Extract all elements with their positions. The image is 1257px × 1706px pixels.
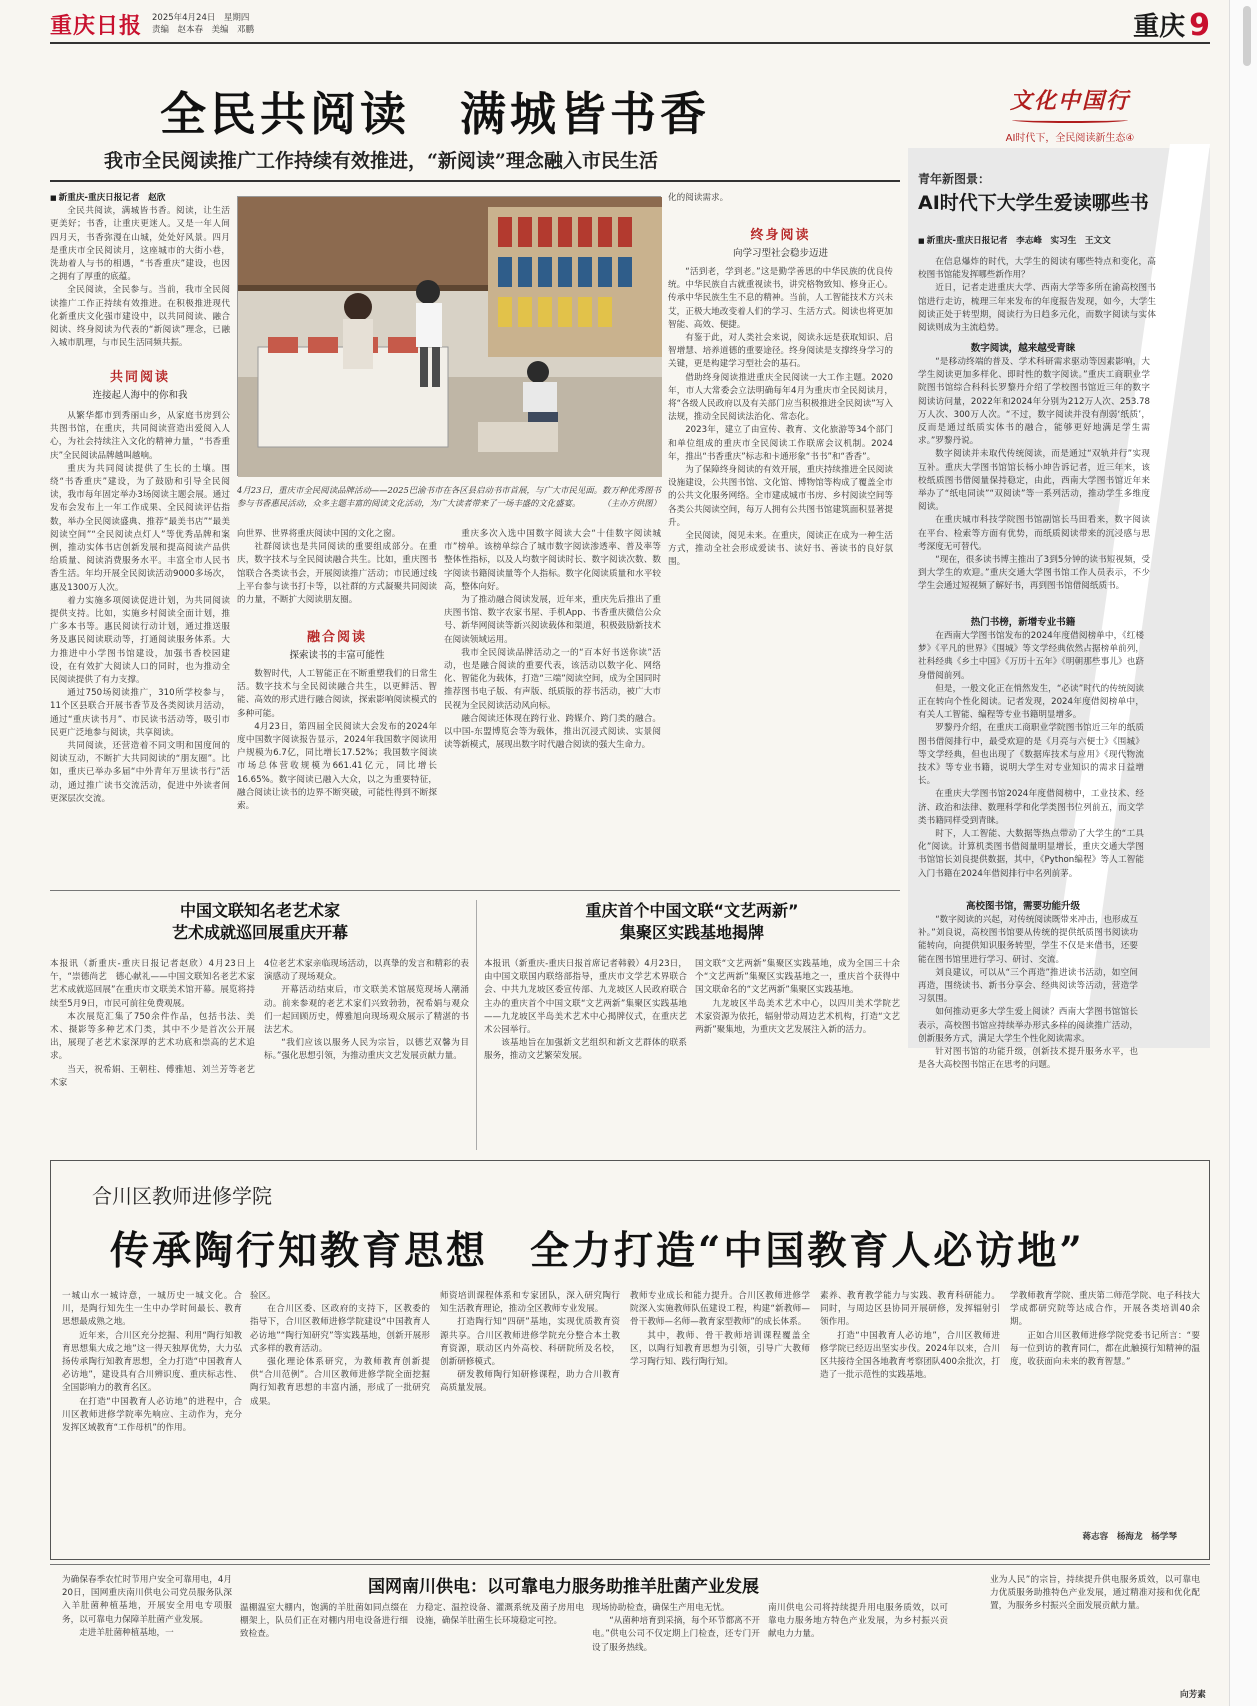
- paragraph: 开幕活动结束后，市文联美术馆展览现场人潮涌动。前来参观的老艺术家们兴致勃勃，祝希娟与观众们一起回顾历史，傅雅旭向现场观众展示了精湛的书法艺术。: [264, 985, 469, 1036]
- paragraph: 国文联“文艺两新”集聚区实践基地，成为全国三十余个“文艺两新”集聚区实践基地之一，重庆首个获得中国文联命名的“文艺两新”集聚区实践基地。: [695, 959, 900, 996]
- sidebar-intro: [918, 256, 1156, 336]
- news-artists-exhibition-headline: [50, 900, 470, 944]
- photo-caption: [237, 484, 661, 509]
- paragraph: 师资培训课程体系和专家团队，深入研究陶行知生活教育理论，推动全区教师专业发展。: [440, 1291, 620, 1315]
- lead-column-3: [444, 528, 661, 880]
- subhead-title: 共同阅读: [109, 370, 170, 385]
- paragraph: 全民阅读，全民参与。当前，我市全民阅读推广工作正持续有效推进。在积极推进现代化新重庆文化强市建设中，以共同阅读、融合阅读、终身阅读为代表的“新阅读”理念，已融入城市肌理，与市民生活同频共振。: [50, 285, 230, 349]
- lead-headline: 全民共阅读 满城皆书香: [160, 87, 710, 141]
- news-art-base-headline: [484, 900, 900, 944]
- column-logo: [1000, 84, 1140, 144]
- paragraph: 近日，记者走进重庆大学、西南大学等多所在渝高校图书馆进行走访，梳理三年来发布的年度报告发现，如今，大学生阅读正处于转型期，阅读行为日趋多元化，而数字阅读与实体阅读则成为主流趋势。: [918, 283, 1156, 334]
- power-story-column-3: [592, 1602, 760, 1686]
- paragraph: 研发教师陶行知研修课程，助力合川教育高质量发展。: [440, 1370, 620, 1394]
- news-art-base-column-2: [695, 958, 900, 1148]
- news-artists-column-1: [50, 958, 255, 1148]
- lead-column-2: [237, 528, 437, 620]
- subhead-fusion-reading: [237, 626, 437, 661]
- paragraph: 在信息爆炸的时代，大学生的阅读有哪些特点和变化，高校图书馆能发挥哪些新作用？: [918, 257, 1156, 281]
- subhead-subtitle: 探索读书的丰富可能性: [289, 650, 385, 661]
- sidebar-section-2: [918, 630, 1144, 892]
- paragraph: 向世界、世界将重庆阅读中国的文化之窗。: [237, 529, 401, 539]
- paragraph: 社群阅读也是共同阅读的重要组成部分。在重庆，数字技术与全民阅读融合共生。比如，重庆图书馆联合各类读书会，开展阅读推广活动；市民通过线上平台参与读书打卡等，以社群的方式凝聚共同阅读的力量，不断扩大阅读朋友圈。: [237, 542, 437, 606]
- lead-column-1: [50, 192, 230, 352]
- paragraph: 本报讯（新重庆-重庆日报首席记者韩毅）4月23日，由中国文联国内联络部指导，重庆市文学艺术界联合会、中共九龙坡区委宣传部、九龙坡区人民政府联合主办的重庆首个中国文联“文艺两新”集聚区实践基地——九龙坡区半岛美术艺术中心揭牌仪式，在重庆艺术公园举行。: [484, 959, 687, 1036]
- paragraph: 本报讯（新重庆-重庆日报记者赵欣）4月23日上午，“崇德尚艺 德心献礼——中国文联知名老艺术家艺术成就巡回展”在重庆市文联美术馆开幕。展览将持续至5月9日，市民可前往免费观展。: [50, 959, 255, 1009]
- headline-line: 艺术成就巡回展重庆开幕: [171, 923, 348, 942]
- paragraph: 我市全民阅读品牌活动之一的“百本好书送你读”活动，也是融合阅读的重要代表，该活动以数字化、网络化、智能化为载体，打造“三端”阅读空间，成为全国同时推荐图书电子版、有声版、纸质版的荐书活动，被广大市民视为全民阅读活动风向标。: [444, 647, 661, 711]
- paragraph: “我们应该以服务人民为宗旨，以德艺双馨为目标。”强化思想引领，为推动重庆文艺发展贡献力量。: [264, 1038, 469, 1062]
- paragraph: “是移动终端的普及、学术科研需求驱动等因素影响，大学生阅读更加多样化、即时性的数字阅读。”重庆工商职业学院图书馆综合科科长罗黎丹介绍了学校图书馆近三年的数字阅读访问量，2022年和2024年分别为212万人次、253.78万人次、300万人次。“不过，数字阅读并没有削弱‘纸质’，反而是通过纸质实体书的融合，能够更好地满足学生需求。”罗黎丹说。: [918, 357, 1150, 447]
- paragraph: 数智时代，人工智能正在不断重塑我们的日常生活。数字技术与全民阅读融合共生，以更鲜活、智能、高效的形式进行融合阅读，探索影响阅读模式的多种可能。: [237, 669, 437, 719]
- subhead-title: 终身阅读: [750, 228, 811, 243]
- paragraph: 温棚温室大棚内，饱满的羊肚菌如同点缀在棚架上，队员们正在对棚内用电设备进行细致检查。: [240, 1603, 408, 1640]
- column-logo-name: 文化中国行: [1009, 88, 1130, 114]
- power-story-column-4: [768, 1602, 948, 1686]
- sidebar-byline: ■ 新重庆-重庆日报记者 李志峰 实习生 王文文: [918, 234, 1111, 246]
- column-logo-flourish: [1012, 117, 1128, 123]
- paragraph: 如何推动更多大学生爱上阅读？西南大学图书馆馆长表示，高校图书馆应持续举办形式多样的阅读推广活动，创新服务方式，满足大学生个性化阅读需求。: [918, 1007, 1138, 1044]
- paragraph: 4月23日，第四届全民阅读大会发布的2024年度中国数字阅读报告显示，2024年我国数字阅读用户规模为6.7亿，同比增长17.52%；我国数字阅读市场总体营收规模为661.41亿元，同比增长16.65%。数字阅读已融入大众，以之为重要特征，融合阅读让读书的边界不断突破，可能性得到不断探索。: [237, 721, 437, 812]
- paragraph: “数字阅读的兴起，对传统阅读既带来冲击，也形成互补。”刘良说，高校图书馆要从传统的提供纸质图书阅读功能转向，向提供知识服务转型，学生不仅是来借书，还要能在图书馆里进行学习、研讨、交流。: [918, 915, 1138, 965]
- paragraph: 在重庆城市科技学院图书馆副馆长马田看来，数字阅读在平台、检索等方面有优势，而纸质阅读带来的沉浸感与思考深度无可替代。: [918, 515, 1150, 552]
- news-artists-column-2: [264, 958, 469, 1148]
- headline-line: 集聚区实践基地揭牌: [619, 923, 764, 942]
- column-tagline: AI时代下，全民阅读新生态④: [1005, 133, 1135, 144]
- paragraph: “活到老，学到老。”这是勤学善思的中华民族的优良传统。中华民族自古就重视读书，讲究格物致知、修身正心。传承中华民族生生不息的精神。当前，人工智能技术方兴未艾，正极大地改变着人们的学习、生活方式。阅读也将更加智能、高效、便捷。: [668, 267, 893, 330]
- paragraph: 现场协助检查，确保生产用电无忧。: [592, 1603, 730, 1613]
- paragraph: “从菌种培育到采摘，每个环节都离不开电。”供电公司不仅定期上门检查，还专门开设了服务热线。: [592, 1616, 760, 1653]
- power-story-left-column: [62, 1574, 232, 1684]
- paragraph: 全民共阅读，满城皆书香。阅读，让生活更美好；书香，让重庆更迷人。又是一年人间四月天，书香弥漫在山城，处处好风景。四月是重庆市全民阅读月，这座城市的大街小巷，洗劫着人与书的相遇，“书香重庆”建设，也因之拥有了厚重的底蕴。: [50, 206, 230, 283]
- advertorial-signature: 蒋志容 杨海龙 杨学琴: [1082, 1532, 1177, 1542]
- paragraph: 在西南大学图书馆发布的2024年度借阅榜单中，《红楼梦》《平凡的世界》《围城》等文学经典依然占据榜单前列，社科经典《乡土中国》《万历十五年》《明朝那些事儿》也跻身借阅前列。: [918, 631, 1144, 681]
- paragraph: 业为人民”的宗旨，持续提升供电服务质效，以可靠电力优质服务助推特色产业发展，通过精准对接和优化配置，为服务乡村振兴全面发展贡献力量。: [990, 1575, 1200, 1612]
- paragraph: 本次展览汇集了750余件作品，包括书法、美术、摄影等多种艺术门类，其中不少是首次公开展出，展现了老艺术家深厚的艺术功底和崇高的艺术追求。: [50, 1011, 255, 1062]
- paragraph: 素养、教育教学能力与实践、教育科研能力。同时，与周边区县协同开展研修，发挥辐射引领作用。: [820, 1291, 1000, 1328]
- paragraph: 有鉴于此，对人类社会来说，阅读永远是获取知识、启智增慧、培养道德的重要途径。终身阅读是支撑终身学习的关键，更是构建学习型社会的基石。: [668, 333, 893, 370]
- advertorial-column-2: [250, 1290, 430, 1526]
- paragraph: 走进羊肚菌种植基地，一: [79, 1627, 174, 1638]
- paragraph: 但是，一般文化正在悄然发生，“必读”时代的传统阅读正在转向个性化阅读。记者发现，2024年度借阅榜单中，有关人工智能、编程等专业书籍明显增多。: [918, 683, 1144, 721]
- date-line: 2025年4月24日 星期四: [152, 13, 250, 23]
- power-story-headline: 国网南川供电：以可靠电力服务助推羊肚菌产业发展: [368, 1577, 759, 1597]
- lead-photo-book-fair: [237, 196, 661, 476]
- paragraph: 打造陶行知“四研”基地，实现优质教育资源共享。合川区教师进修学院充分整合本土教育资源，联动区内外高校、科研院所及名校，创新研修模式。: [440, 1317, 620, 1368]
- paragraph: 数字阅读并未取代传统阅读，而是通过“双轨并行”实现互补。重庆大学图书馆馆长杨小坤告诉记者，近三年来，该校纸质图书借阅量保持稳定，由此，西南大学图书馆近年来举办了“纸电同读”“双阅读”等一系列活动，推动学生多维度阅读。: [918, 449, 1150, 513]
- paragraph: 学教师教育学院、重庆第二师范学院、电子科技大学成都研究院等达成合作，开展各类培训40余期。: [1010, 1291, 1200, 1328]
- section-name: 重庆: [1133, 11, 1186, 42]
- sidebar-subhead-booklist: 热门书榜，新增专业书籍: [970, 617, 1076, 628]
- paragraph: 全民阅读，阅见未来。在重庆，阅读正在成为一种生活方式，推动全社会形成爱读书、读好书、善读书的良好氛围。: [668, 531, 893, 568]
- advertorial-column-3: [440, 1290, 620, 1526]
- paragraph: 在重庆大学图书馆2024年度借阅榜中，工业技术、经济、政治和法律、数理科学和化学类图书位列前五，而文学类书籍同样受到青睐。: [918, 789, 1144, 826]
- masthead-meta: [152, 12, 254, 36]
- advertorial-column-1: [62, 1290, 242, 1526]
- power-story-column-1: [240, 1602, 408, 1686]
- paragraph: 正如合川区教师进修学院党委书记所言：“要每一位到访的教育同仁，都在此触摸行知精神的温度，收获面向未来的教育智慧。”: [1010, 1330, 1200, 1368]
- lead-byline: ■ 新重庆-重庆日报记者 赵欣: [50, 192, 230, 205]
- paragraph: 力稳定、温控设备、灌溉系统及菌子房用电设施，确保羊肚菌生长环境稳定可控。: [416, 1603, 584, 1627]
- paragraph: 刘良建议，可以从“三个再造”推进读书活动，如空间再造，围绕读书、新书分享会、经典阅读等活动，营造学习氛围。: [918, 967, 1138, 1005]
- sidebar-kicker: 青年新图景：: [918, 172, 991, 186]
- power-story-column-2: [416, 1602, 584, 1686]
- lead-column-1b: [50, 410, 230, 880]
- paragraph: 近年来，合川区充分挖掘、利用“陶行知教育思想集大成之地”这一得天独厚优势，大力弘扬传承陶行知教育思想，全力打造“中国教育人必访地”，建设具有合川辨识度、重庆标志性、全国影响力的教育名区。: [62, 1330, 242, 1394]
- caption-text: 4月23日，重庆市全民阅读品牌活动——2025巴渝书市在各区县启动书市首展，与广大市民见面。数万种优秀图书参与书香惠民活动，众多主题丰富的阅读文化活动，为广大读者带来了一场丰盛的文化盛宴。: [237, 485, 661, 508]
- paragraph: 该基地旨在加强新文艺组织和新文艺群体的联系服务，推动文艺繁荣发展。: [484, 1038, 687, 1062]
- paragraph: 时下，人工智能、大数据等热点带动了大学生的“工具化”阅读。计算机类图书借阅量明显增长，重庆交通大学图书馆馆长刘良提供数据，其中，《Python编程》等人工智能入门书籍在2024年借阅排行中名列前茅。: [918, 829, 1144, 879]
- paragraph: 强化理论体系研究，为教师教育创新提供“合川范例”。合川区教师进修学院全面挖掘陶行知教育思想的丰富内涵，形成了一批研究成果。: [250, 1357, 430, 1407]
- paragraph: 验区。: [250, 1291, 276, 1301]
- lead-column-2b: [237, 668, 437, 880]
- paragraph: “现在，很多读书博主推出了3到5分钟的读书短视频，受到大学生的欢迎。”重庆交通大学图书馆工作人员表示，不少学生会通过短视频了解好书，再到图书馆借阅纸质书。: [918, 555, 1150, 592]
- sidebar-subhead-library: 高校图书馆，需要功能升级: [965, 901, 1080, 912]
- paragraph: 教师专业成长和能力提升。合川区教师进修学院深入实施教师队伍建设工程，构建“新教师—骨干教师—名师—教育家型教师”的成长体系。: [630, 1291, 810, 1328]
- paragraph: 为了保障终身阅读的有效开展，重庆持续推进全民阅读设施建设，公共图书馆、文化馆、博物馆等构成了覆盖全市的公共文化服务网络。全市建成城市书房、乡村阅读空间等各类公共阅读空间，每万人拥有公共图书馆建筑面积显著提升。: [668, 465, 893, 528]
- paragraph: 在打造“中国教育人必访地”的进程中，合川区教师进修学院率先响应、主动作为，充分发挥区域教育“工作母机”的作用。: [62, 1396, 242, 1434]
- vertical-scrollbar[interactable]: [1230, 0, 1257, 1706]
- mid-section-rule: [50, 890, 900, 891]
- paragraph: 融合阅读还体现在跨行业、跨媒介、跨门类的融合。以中国-东盟博览会等为载体，推出沉浸式阅读、实景阅读等新模式，展现出数字时代融合阅读的强大生命力。: [444, 713, 661, 751]
- paragraph: 通过750场阅读推广，310所学校参与，11个区县联合开展书香节及各类阅读月活动，通过“重庆读书月”、市民读书活动等，吸引市民更广泛地参与阅读，共享阅读。: [50, 688, 230, 738]
- sidebar-subhead-digital: 数字阅读，越来越受青睐: [970, 343, 1076, 354]
- subhead-shared-reading: [50, 366, 230, 401]
- paragraph: 为确保春季农忙时节用户安全可靠用电，4月20日，国网重庆南川供电公司党员服务队深入羊肚菌种植基地，开展安全用电专项服务，以可靠电力保障羊肚菌产业发展。: [62, 1575, 232, 1625]
- headline-line: 中国文联知名老艺术家: [179, 901, 340, 920]
- mid-column-divider: [476, 900, 477, 1150]
- paragraph: 一城山水一城诗意，一城历史一城文化。合川，是陶行知先生一生中办学时间最长、教育思想最成熟之地。: [62, 1291, 242, 1328]
- power-story-signature: 向芳素: [1180, 1690, 1206, 1700]
- lead-column-4-top: [668, 192, 893, 212]
- paragraph: 打造“中国教育人必访地”，合川区教师进修学院已经迈出坚实步伐。2024年以来，合川区共接待全国各地教育考察团队400余批次，打造了一批示范性的实践基地。: [820, 1330, 1000, 1381]
- subhead-subtitle: 连接起人海中的你和我: [92, 390, 188, 401]
- headline-line: 重庆首个中国文联“文艺两新”: [585, 901, 799, 920]
- advertorial-kicker: 合川区教师进修学院: [92, 1184, 272, 1208]
- paragraph: 九龙坡区半岛美术艺术中心，以四川美术学院艺术家资源为依托，辐射带动周边艺术机构，打造“文艺两新”聚集地，为重庆文艺发展注入新的活力。: [695, 998, 900, 1036]
- sidebar-section-3: [918, 914, 1138, 1071]
- advertorial-column-6: [1010, 1290, 1200, 1526]
- scrollbar-thumb[interactable]: [1243, 6, 1251, 66]
- paragraph: 其中，教师、骨干教师培训课程覆盖全区，以陶行知教育思想为引领，引导广大教师学习陶行知、践行陶行知。: [630, 1330, 810, 1368]
- masthead: [50, 6, 1210, 44]
- subhead-subtitle: 向学习型社会稳步迈进: [732, 248, 828, 259]
- paragraph: 针对图书馆的功能升级，创新技术提升服务水平，也是各大高校图书馆正在思考的问题。: [918, 1047, 1138, 1071]
- section-label: [1133, 6, 1210, 43]
- caption-credit: （主办方供图）: [602, 497, 661, 508]
- power-story-right-column: [990, 1574, 1200, 1684]
- paragraph: 在合川区委、区政府的支持下，区教委的指导下，合川区教师进修学院建设“中国教育人必访地”“陶行知研究”等实践基地，创新开展形式多样的教育活动。: [250, 1304, 430, 1354]
- page-number: 9: [1189, 7, 1210, 43]
- sidebar-section-1: [918, 356, 1150, 608]
- editors-line: 责编 赵本春 美编 邓鹏: [152, 25, 255, 35]
- advertorial-column-5: [820, 1290, 1000, 1526]
- advertorial-column-4: [630, 1290, 810, 1526]
- newspaper-logo: 重庆日报: [50, 12, 143, 39]
- sidebar-headline: AI时代下大学生爱读哪些书: [918, 192, 1149, 214]
- paragraph: 罗黎丹介绍，在重庆工商职业学院图书馆近三年的纸质图书借阅排行中，最受欢迎的是《月亮与六便士》《围城》等文学经典，但也出现了《数据库技术与应用》《现代物流技术》等专业书籍，说明大学生对专业知识的需求日益增长。: [918, 723, 1144, 787]
- paragraph: 从繁华都市到秀丽山乡，从家庭书房到公共图书馆，在重庆，共同阅读营造出爱阅入人心，为社会持续注入文化的精神力量，“书香重庆”全民阅读品牌越叫越响。: [50, 411, 230, 461]
- advertorial-headline: 传承陶行知教育思想 全力打造“中国教育人必访地”: [110, 1228, 1085, 1274]
- paragraph: 共同阅读，还营造着不同文明和国度间的阅读互动，不断扩大共同阅读的“朋友圈”。比如，重庆已举办多届“中外青年万里读书行”活动，通过推广读书交流活动，促进中外读者间更深层次交流。: [50, 741, 230, 804]
- lead-subheadline: 我市全民阅读推广工作持续有效推进，“新阅读”理念融入市民生活: [104, 150, 658, 172]
- bottom-section-rule: [50, 1564, 1210, 1565]
- subhead-lifelong-reading: [668, 224, 893, 259]
- lead-top-rule: [50, 180, 900, 182]
- paragraph: 着力实施多项阅读促进计划，为共同阅读提供支持。比如，实施乡村阅读全面计划，推广多本书等。惠民阅读行动计划，通过推送服务及惠民阅读联动等，打通阅读服务体系。大力推进中小学图书馆建设，加强书香校园建设，在有效扩大阅读人口的同时，也为推动全民阅读提供了有力支撑。: [50, 595, 230, 686]
- paragraph: 化的阅读需求。: [668, 193, 729, 203]
- paragraph: 为了推动融合阅读发展，近年来，重庆先后推出了重庆图书馆、数字农家书屋、手机App、书香重庆微信公众号、新华网阅读等新兴阅读载体和渠道，积极鼓励新技术在阅读领域运用。: [444, 595, 661, 645]
- paragraph: 2023年，建立了由宣传、教育、文化旅游等34个部门和单位组成的重庆市全民阅读工作联席会议机制。2024年，推出“书香重庆”标志和卡通形象“书书”和“香香”。: [668, 425, 893, 462]
- paragraph: 重庆为共同阅读提供了生长的土壤。围绕“书香重庆”建设，为了鼓励和引导全民阅读，我市每年固定举办3场阅读主题会展。通过发布会发布上一年工作成果、全民阅读评估指数，举办全民阅读盛典、推荐“最美书店”“最美阅读空间”“全民阅读点灯人”等优秀品牌和案例，推动实体书店创新发展和提高阅读产品供给质量、阅读消费服务水平。丰富全市人民书香生活。年均开展全民阅读活动9000多场次，惠及1300万人次。: [50, 463, 230, 593]
- lead-column-4: [668, 266, 893, 880]
- book-fair-photo-illustration: [238, 197, 662, 477]
- news-art-base-column-1: [484, 958, 687, 1148]
- paragraph: 当天，祝希娟、王朝柱、傅雅旭、刘兰芳等老艺术家: [50, 1064, 255, 1088]
- paragraph: 借助终身阅读推进重庆全民阅读一大工作主题。2020年，市人大常委会立法明确每年4月为重庆市全民阅读月，将“各级人民政府以及有关部门应当积极推进全民阅读”写入法规，推动全民阅读法治化、常态化。: [668, 372, 893, 423]
- paragraph: 4位老艺术家亲临现场活动，以真挚的发言和精彩的表演感动了现场观众。: [264, 959, 469, 983]
- subhead-title: 融合阅读: [306, 630, 367, 645]
- paragraph: 南川供电公司将持续提升用电服务质效，以可靠电力服务地方特色产业发展，为乡村振兴贡献电力力量。: [768, 1603, 948, 1640]
- paragraph: 重庆多次入选中国数字阅读大会“十佳数字阅读城市”榜单。该榜单综合了城市数字阅读渗透率、普及率等整体性指标，以及人均数字阅读时长、数字阅读次数、数字阅读书籍阅读量等个人指标。数字化阅读质量和水平较高，整体向好。: [444, 529, 661, 592]
